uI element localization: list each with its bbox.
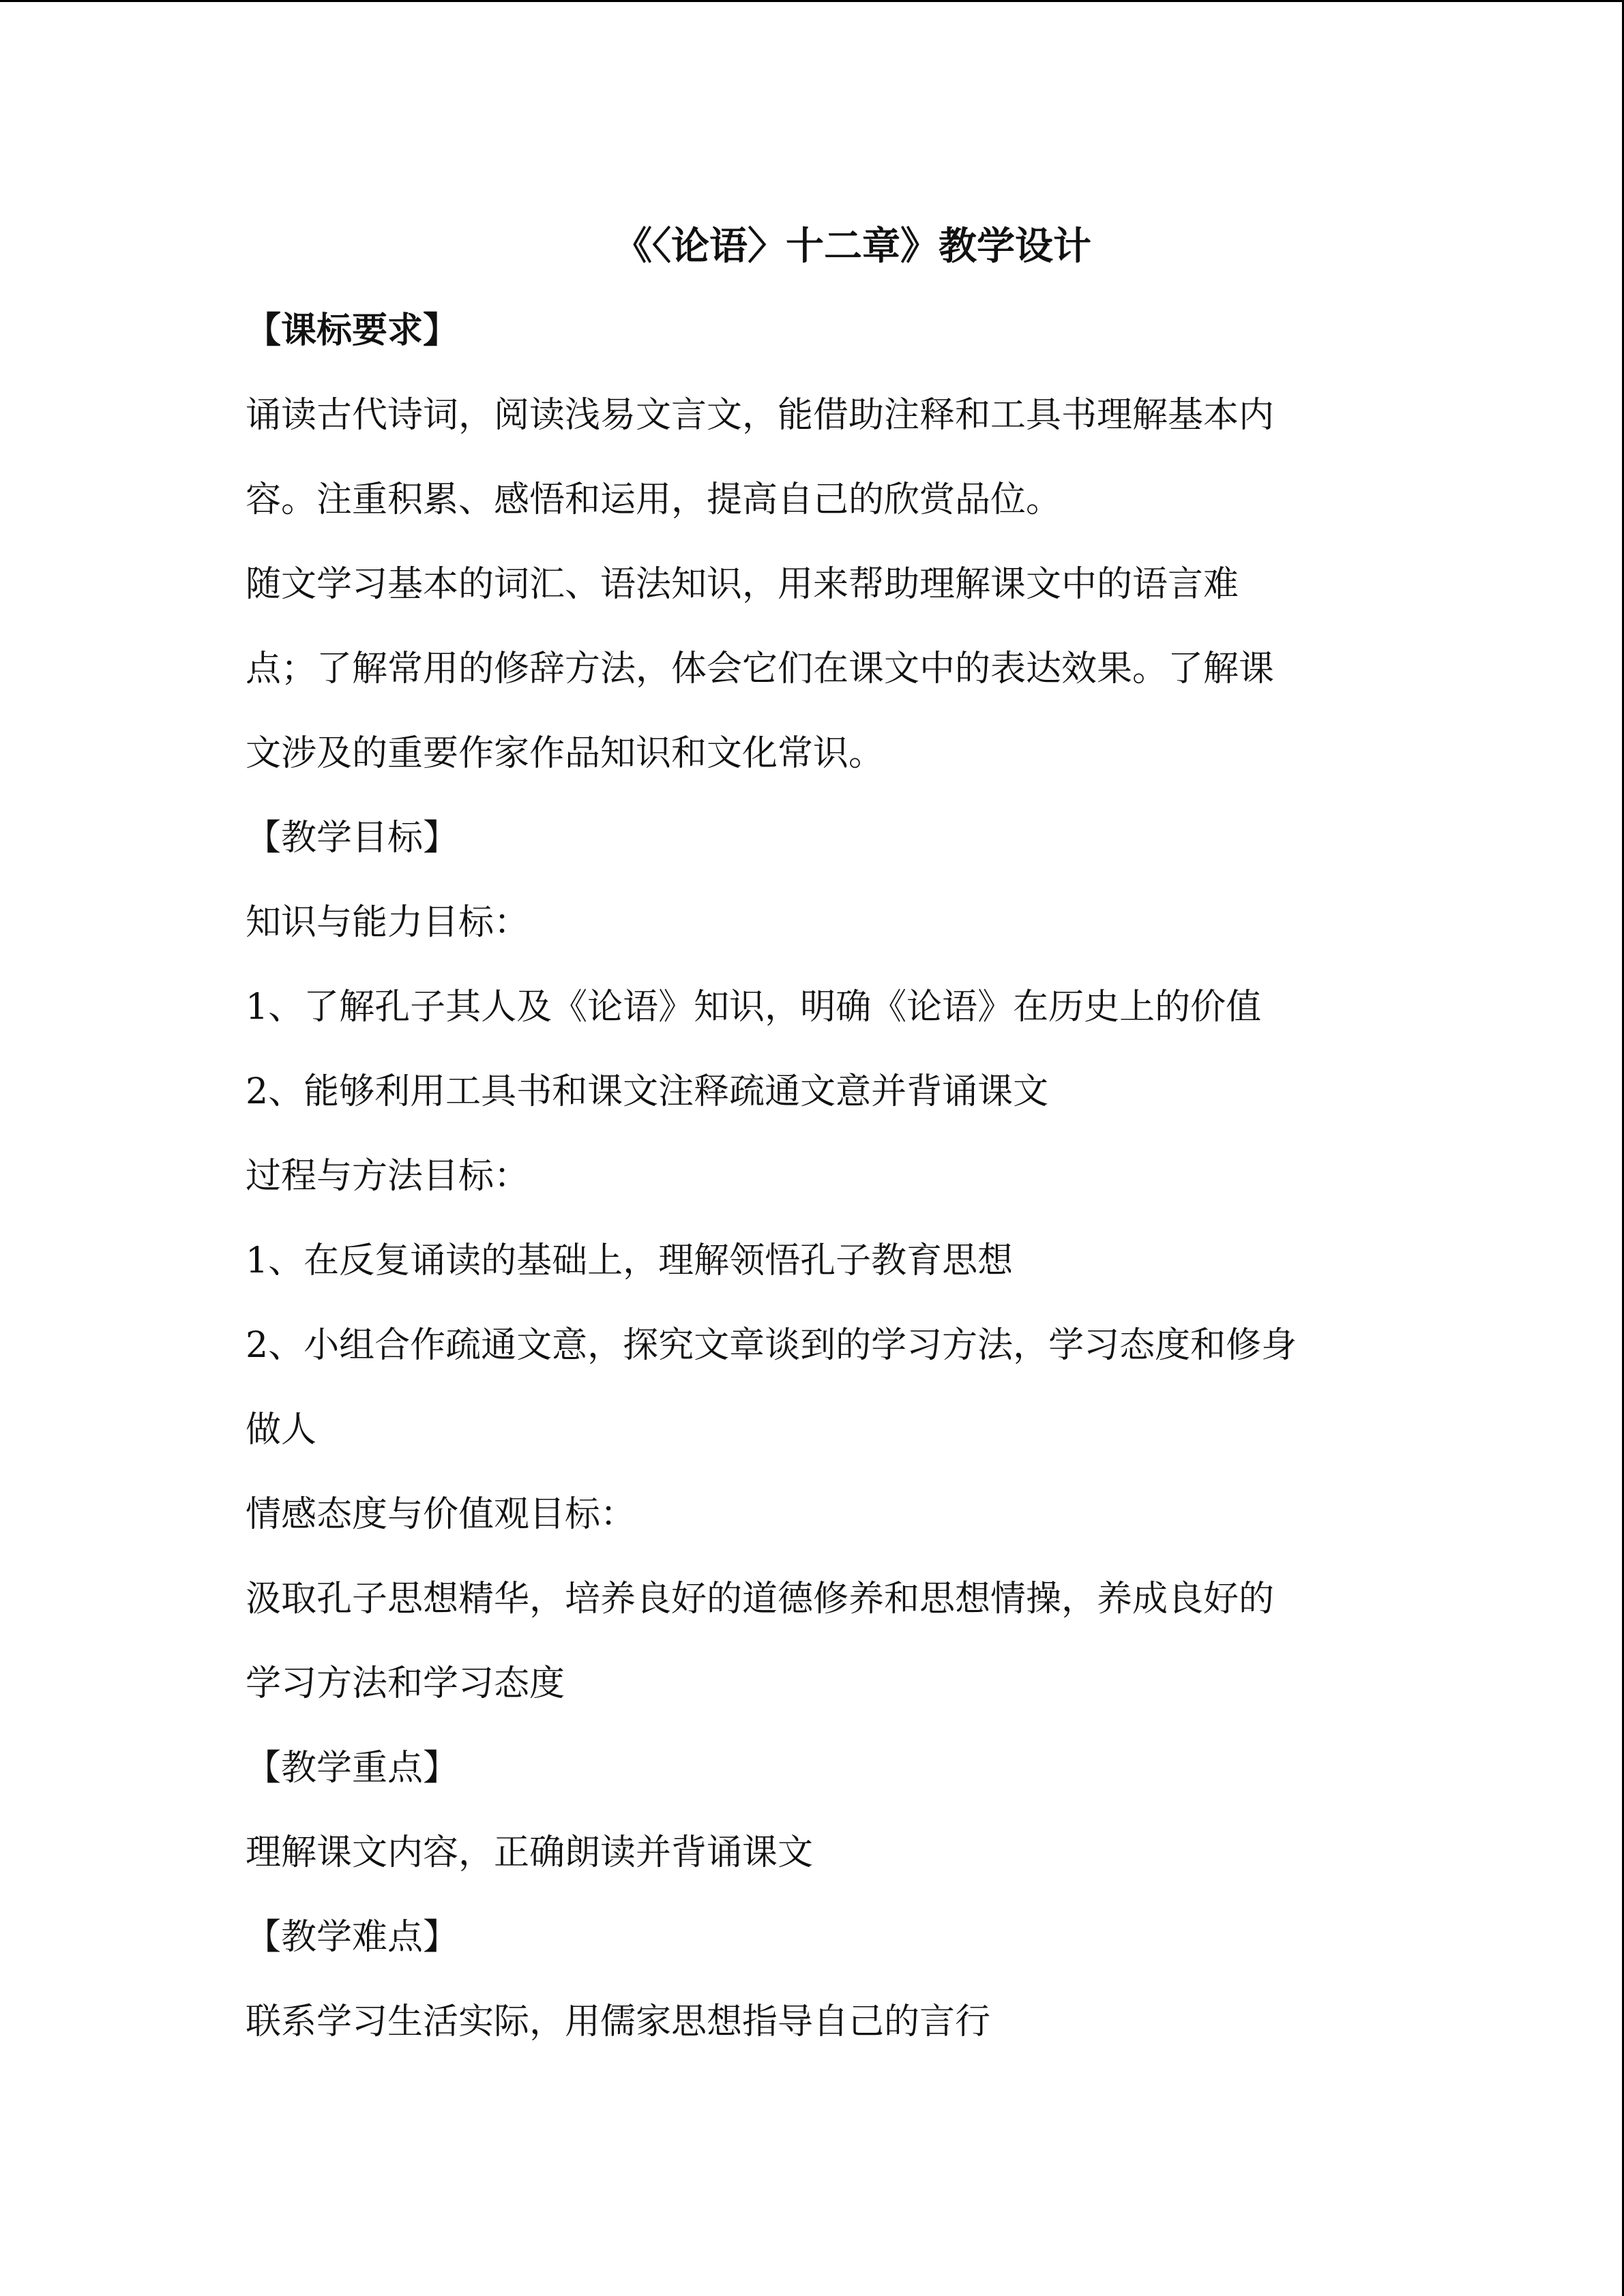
section-heading: 【课标要求】 — [246, 310, 459, 351]
text-line: 诵读古代诗词，阅读浅易文言文，能借助注释和工具书理解基本内 — [246, 395, 1275, 436]
document-body — [246, 204, 1419, 2064]
section-heading: 【教学难点】 — [246, 1917, 459, 1958]
text-line: 学习方法和学习态度 — [246, 1663, 565, 1704]
document-lines — [246, 288, 1419, 2064]
document-title: 《〈论语〉十二章》教学设计 — [614, 224, 1091, 269]
section-heading: 【教学重点】 — [246, 1748, 459, 1789]
text-line: 过程与方法目标： — [246, 1156, 530, 1197]
text-line: 点；了解常用的修辞方法，体会它们在课文中的表达效果。了解课 — [246, 648, 1275, 689]
text-line: 1、了解孔子其人及《论语》知识，明确《论语》在历史上的价值 — [246, 987, 1262, 1028]
text-line: 汲取孔子思想精华，培养良好的道德修养和思想情操，养成良好的 — [246, 1579, 1275, 1620]
text-line: 1、在反复诵读的基础上，理解领悟孔子教育思想 — [246, 1240, 1014, 1281]
text-line: 理解课文内容，正确朗读并背诵课文 — [246, 1832, 814, 1873]
text-line: 情感态度与价值观目标： — [246, 1494, 636, 1535]
text-line: 做人 — [246, 1410, 317, 1450]
text-line: 容。注重积累、感悟和运用，提高自己的欣赏品位。 — [246, 479, 1062, 520]
text-line: 2、能够利用工具书和课文注释疏通文意并背诵课文 — [246, 1071, 1049, 1112]
text-line: 文涉及的重要作家作品知识和文化常识。 — [246, 733, 885, 774]
section-heading: 【教学目标】 — [246, 818, 459, 859]
text-line: 随文学习基本的词汇、语法知识，用来帮助理解课文中的语言难 — [246, 564, 1239, 605]
text-line: 联系学习生活实际，用儒家思想指导自己的言行 — [246, 2001, 991, 2042]
text-line: 2、小组合作疏通文意，探究文章谈到的学习方法，学习态度和修身 — [246, 1325, 1297, 1366]
text-line: 知识与能力目标： — [246, 902, 530, 943]
